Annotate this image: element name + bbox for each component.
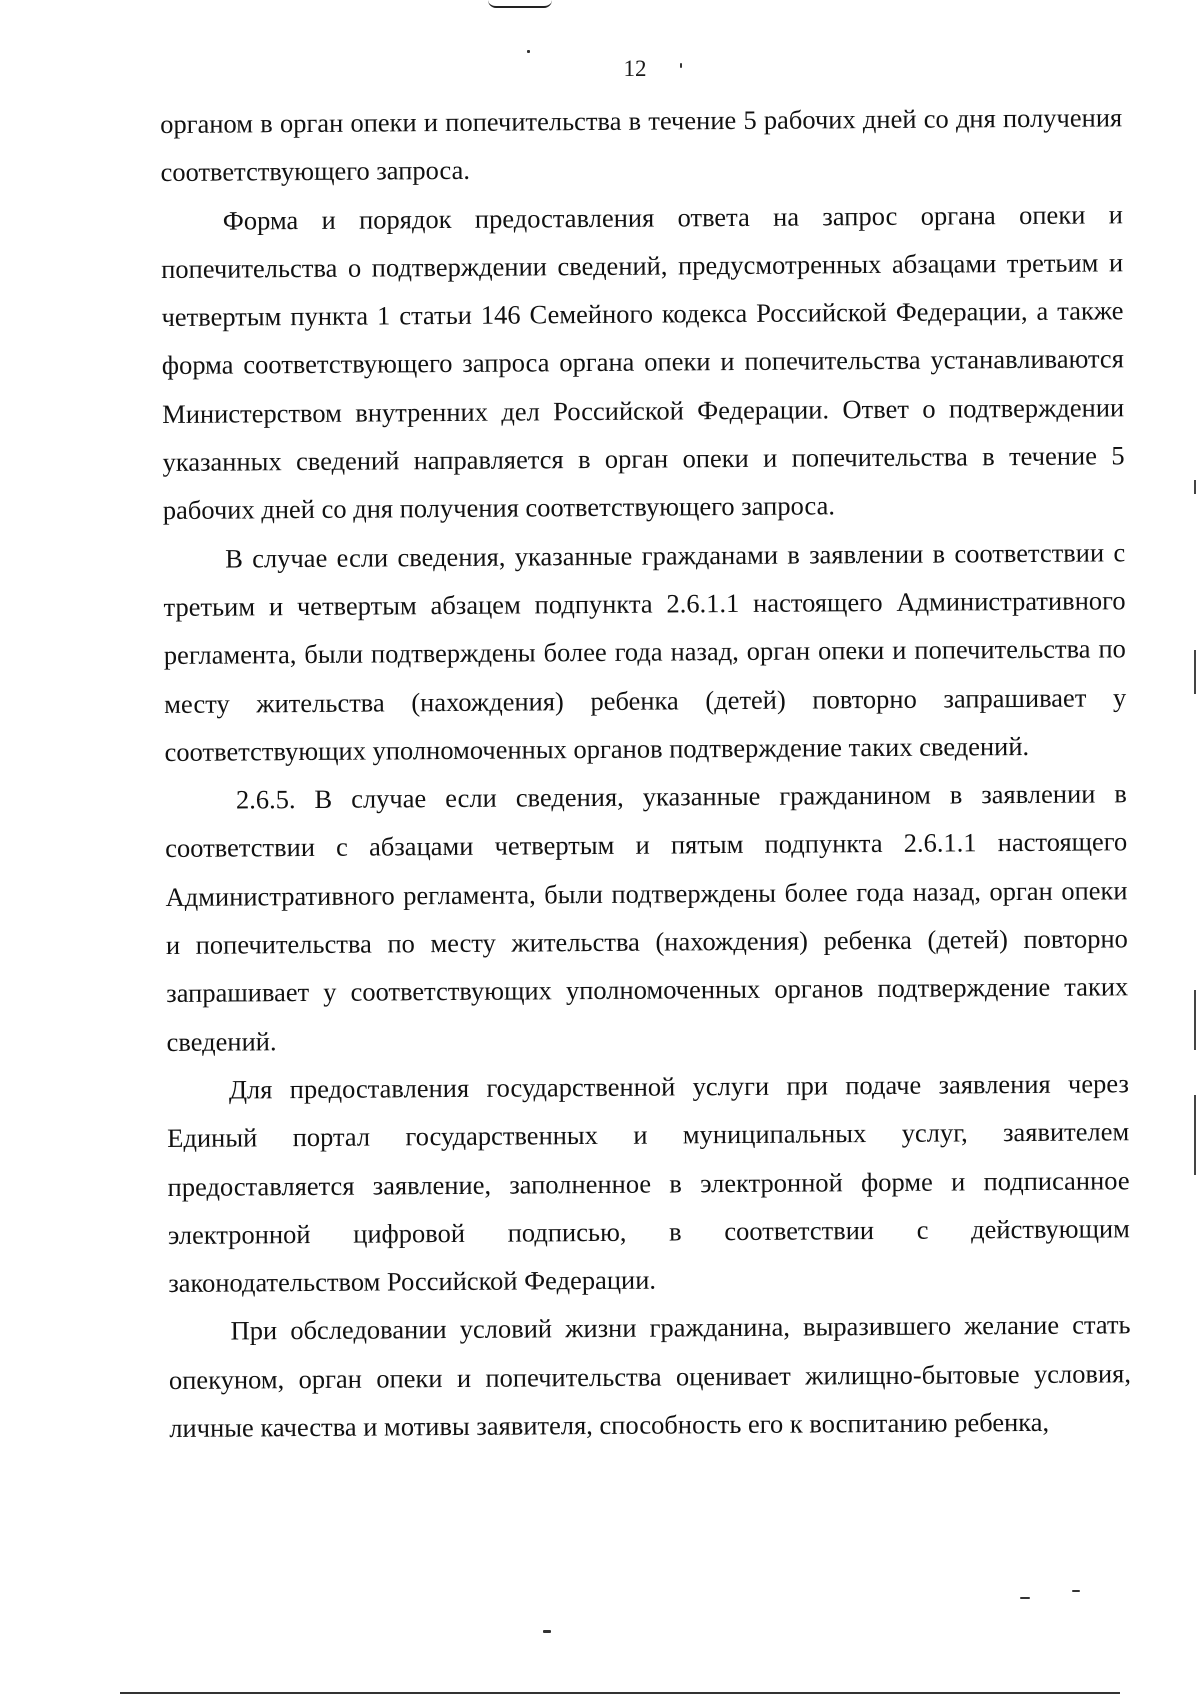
scan-artifact-bottom [120,1692,1120,1694]
paragraph-4: 2.6.5. В случае если сведения, указанные гражданином в заявлении в соответствии с абзацами четвертым и пятым подпункта 2.6.1.1 настоящего Административного регламента, были подтверждены более года назад, орган опеки и попечительства по месту жительства (нахождения) ребенка (детей) повторно запрашивает у соответствующих уполномоченных органов подтверждение таких сведений. [165,778,1129,1057]
scan-speck [680,63,682,68]
paragraph-2: Форма и порядок предоставления ответа на запрос органа опеки и попечительства о подтверждении сведений, предусмотренных абзацами третьим и четвертым пункта 1 статьи 146 Семейного кодекса Российской Федерации, а также форма соответствующего запроса органа опеки и попечительства устанавливаются Министерством внутренних дел Российской Федерации. Ответ о подтверждении указанных сведений направляется в орган опеки и попечительства в течение 5 рабочих дней со дня получения соответствующего запроса. [161,198,1125,526]
page-number: 12 [623,56,647,81]
scan-speck [543,1630,551,1633]
scan-speck [1072,1590,1080,1592]
paragraph-6: При обследовании условий жизни гражданина, выразившего желание стать опекуном, орган опеки и попечительства оценивает жилищно-бытовые условия, личные качества и мотивы заявителя, способность его к воспитанию ребенка, [168,1309,1132,1443]
scan-edge-mark [1194,1095,1196,1175]
scan-edge-mark [1194,480,1196,494]
paragraph-1: органом в орган опеки и попечительства в течение 5 рабочих дней со дня получения соответствующего запроса. [160,102,1123,188]
scan-edge-mark [1194,990,1196,1050]
paragraph-3: В случае если сведения, указанные гражданами в заявлении в соответствии с третьим и четвертым абзацем подпункта 2.6.1.1 настоящего Административного регламента, были подтверждены более года назад, орган опеки и попечительства по месту жительства (нахождения) ребенка (детей) повторно запрашивает у соответствующих уполномоченных органов подтверждение таких сведений. [163,536,1127,767]
scan-edge-mark [1194,650,1196,694]
paragraph-5: Для предоставления государственной услуги при подаче заявления через Единый портал государственных и муниципальных услуг, заявителем предоставляется заявление, заполненное в электронной форме и подписанное электронной цифровой подписью, в соответствии с действующим законодательством Российской Федерации. [167,1068,1131,1299]
scan-artifact-top [488,0,552,8]
scan-speck [1020,1597,1030,1599]
scan-speck [527,50,530,53]
document-body [160,93,1131,1452]
